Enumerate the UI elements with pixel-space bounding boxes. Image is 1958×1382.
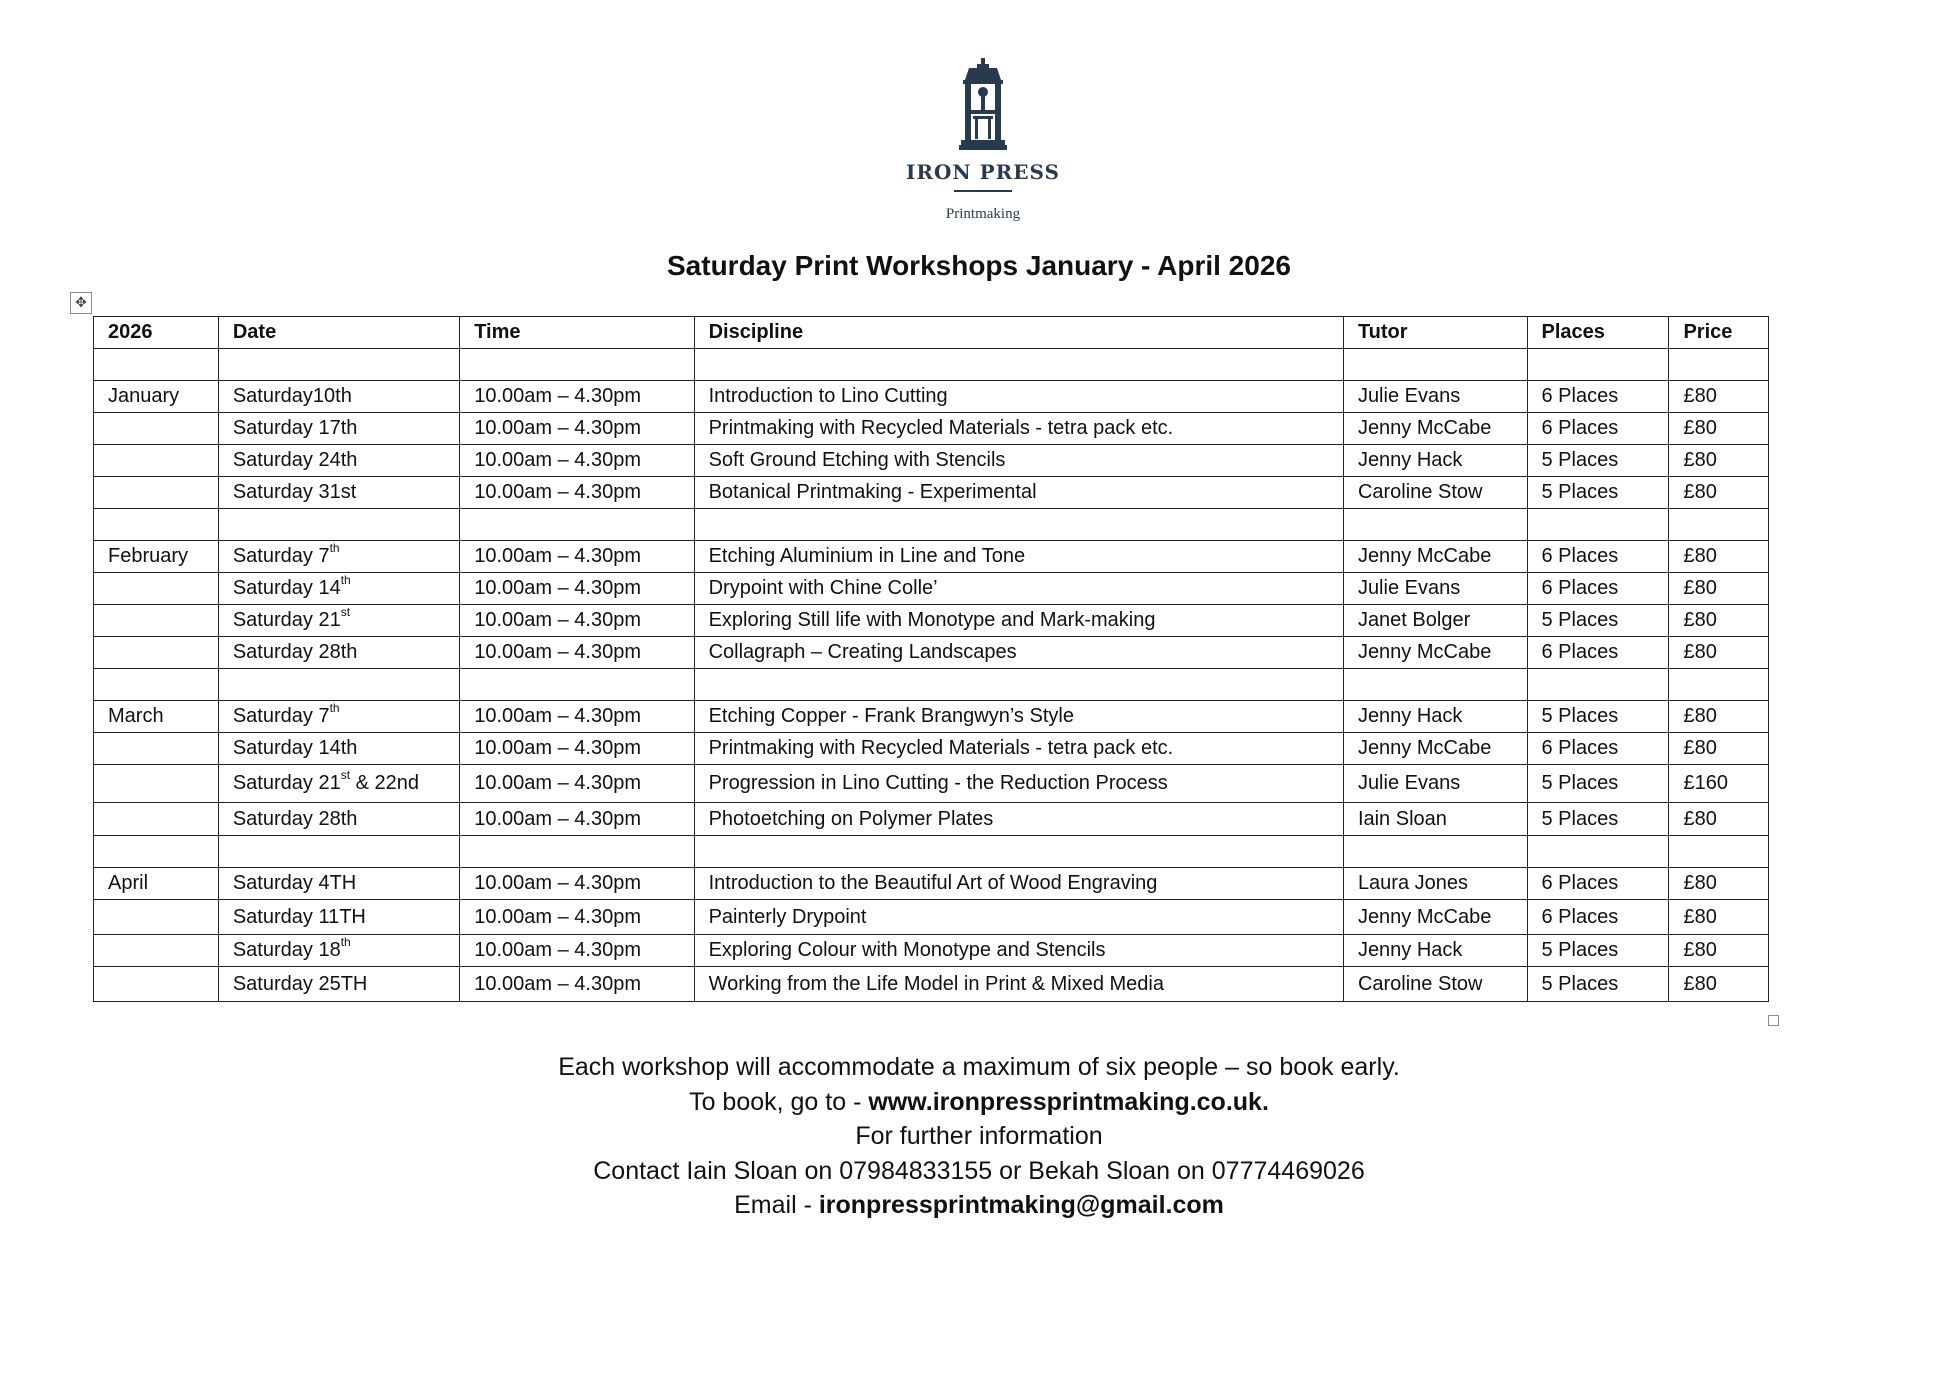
- cell-time: 10.00am – 4.30pm: [460, 477, 694, 509]
- cell-time: 10.00am – 4.30pm: [460, 967, 694, 1002]
- table-row: [94, 413, 1769, 445]
- cell-discipline: Exploring Colour with Monotype and Stencils: [694, 935, 1343, 967]
- cell-discipline: Exploring Still life with Monotype and Mark-making: [694, 605, 1343, 637]
- empty-cell: [1527, 836, 1669, 868]
- cell-date: [218, 935, 459, 967]
- cell-discipline: Printmaking with Recycled Materials - tetra pack etc.: [694, 733, 1343, 765]
- empty-cell: [218, 509, 459, 541]
- cell-time: 10.00am – 4.30pm: [460, 803, 694, 836]
- cell-month: [94, 900, 219, 935]
- cell-tutor: Julie Evans: [1343, 765, 1527, 803]
- cell-time: 10.00am – 4.30pm: [460, 935, 694, 967]
- cell-month: [94, 445, 219, 477]
- cell-time: 10.00am – 4.30pm: [460, 445, 694, 477]
- cell-time: 10.00am – 4.30pm: [460, 573, 694, 605]
- date-text: Saturday 21: [232, 772, 341, 794]
- date-text: Saturday 7: [232, 545, 330, 567]
- cell-time: 10.00am – 4.30pm: [460, 413, 694, 445]
- cell-tutor: Laura Jones: [1343, 868, 1527, 900]
- cell-tutor: Jenny McCabe: [1343, 413, 1527, 445]
- date-text: Saturday 21: [232, 609, 341, 631]
- cell-month: [94, 935, 219, 967]
- workshop-table: [93, 316, 1769, 1002]
- cell-price: £80: [1669, 967, 1769, 1002]
- cell-date: [218, 541, 459, 573]
- empty-cell: [1527, 349, 1669, 381]
- cell-month: [94, 765, 219, 803]
- spacer-row: [94, 836, 1769, 868]
- cell-tutor: Jenny McCabe: [1343, 733, 1527, 765]
- empty-cell: [94, 836, 219, 868]
- cell-time: 10.00am – 4.30pm: [460, 733, 694, 765]
- cell-places: 5 Places: [1527, 765, 1669, 803]
- col-header-price: Price: [1669, 317, 1769, 349]
- cell-price: £160: [1669, 765, 1769, 803]
- cell-price: £80: [1669, 605, 1769, 637]
- cell-places: 5 Places: [1527, 701, 1669, 733]
- table-row: [94, 803, 1769, 836]
- spacer-row: [94, 509, 1769, 541]
- email-link[interactable]: ironpressprintmaking@gmail.com: [818, 1191, 1224, 1219]
- cell-date: Saturday 4TH: [218, 868, 459, 900]
- page-title: Saturday Print Workshops January - April 2026: [667, 250, 1291, 281]
- cell-date: Saturday 17th: [218, 413, 459, 445]
- empty-cell: [218, 836, 459, 868]
- empty-cell: [460, 509, 694, 541]
- cell-time: 10.00am – 4.30pm: [460, 381, 694, 413]
- date-tail: & 22nd: [350, 772, 419, 794]
- date-ordinal-suffix: st: [340, 605, 351, 620]
- empty-cell: [94, 349, 219, 381]
- cell-price: £80: [1669, 381, 1769, 413]
- cell-price: £80: [1669, 701, 1769, 733]
- col-header-places: Places: [1527, 317, 1669, 349]
- cell-discipline: Botanical Printmaking - Experimental: [694, 477, 1343, 509]
- cell-tutor: Caroline Stow: [1343, 477, 1527, 509]
- cell-date: Saturday 24th: [218, 445, 459, 477]
- table-row: [94, 381, 1769, 413]
- cell-tutor: Caroline Stow: [1343, 967, 1527, 1002]
- empty-cell: [1527, 669, 1669, 701]
- empty-cell: [694, 509, 1343, 541]
- col-header-time: Time: [460, 317, 694, 349]
- booking-prefix: To book, go to -: [689, 1087, 869, 1116]
- cell-discipline: Collagraph – Creating Landscapes: [694, 637, 1343, 669]
- date-text: Saturday 14: [232, 577, 341, 599]
- cell-date: Saturday 14th: [218, 733, 459, 765]
- cell-month: [94, 605, 219, 637]
- cell-month: March: [94, 701, 219, 733]
- cell-date: [218, 605, 459, 637]
- table-row: [94, 445, 1769, 477]
- cell-month: [94, 967, 219, 1002]
- empty-cell: [1343, 836, 1527, 868]
- table-row: [94, 900, 1769, 935]
- table-row: [94, 701, 1769, 733]
- empty-cell: [460, 669, 694, 701]
- cell-places: 5 Places: [1527, 477, 1669, 509]
- cell-discipline: Progression in Lino Cutting - the Reduction Process: [694, 765, 1343, 803]
- empty-cell: [694, 669, 1343, 701]
- cell-time: 10.00am – 4.30pm: [460, 765, 694, 803]
- empty-cell: [94, 509, 219, 541]
- email-prefix: Email -: [734, 1191, 819, 1219]
- cell-discipline: Printmaking with Recycled Materials - tetra pack etc.: [694, 413, 1343, 445]
- empty-cell: [94, 669, 219, 701]
- cell-time: 10.00am – 4.30pm: [460, 701, 694, 733]
- cell-month: [94, 413, 219, 445]
- table-row: [94, 967, 1769, 1002]
- cell-tutor: Janet Bolger: [1343, 605, 1527, 637]
- cell-tutor: Jenny McCabe: [1343, 541, 1527, 573]
- cell-places: 6 Places: [1527, 900, 1669, 935]
- col-header-date: Date: [218, 317, 459, 349]
- cell-places: 6 Places: [1527, 637, 1669, 669]
- cell-price: £80: [1669, 637, 1769, 669]
- cell-time: 10.00am – 4.30pm: [460, 637, 694, 669]
- cell-discipline: Etching Aluminium in Line and Tone: [694, 541, 1343, 573]
- cell-tutor: Jenny Hack: [1343, 445, 1527, 477]
- cell-month: [94, 637, 219, 669]
- date-ordinal-suffix: st: [340, 768, 351, 783]
- cell-date: [218, 701, 459, 733]
- cell-price: £80: [1669, 445, 1769, 477]
- col-header-tutor: Tutor: [1343, 317, 1527, 349]
- table-row: [94, 541, 1769, 573]
- cell-places: 6 Places: [1527, 733, 1669, 765]
- empty-cell: [1669, 349, 1769, 381]
- cell-month: [94, 803, 219, 836]
- cell-month: April: [94, 868, 219, 900]
- resize-handle-icon[interactable]: [1768, 1015, 1779, 1026]
- col-header-year: 2026: [94, 317, 219, 349]
- cell-date: Saturday 28th: [218, 637, 459, 669]
- empty-cell: [1343, 669, 1527, 701]
- footer: [0, 1050, 1958, 1223]
- cell-tutor: Julie Evans: [1343, 573, 1527, 605]
- empty-cell: [460, 836, 694, 868]
- cell-discipline: Soft Ground Etching with Stencils: [694, 445, 1343, 477]
- date-text: Saturday 7: [232, 705, 330, 727]
- cell-places: 6 Places: [1527, 573, 1669, 605]
- cell-tutor: Jenny McCabe: [1343, 900, 1527, 935]
- cell-tutor: Jenny McCabe: [1343, 637, 1527, 669]
- cell-discipline: Photoetching on Polymer Plates: [694, 803, 1343, 836]
- footer-email-line: [0, 1188, 1958, 1223]
- cell-date: [218, 573, 459, 605]
- brand-divider: [954, 190, 1012, 192]
- footer-capacity-note: Each workshop will accommodate a maximum of six people – so book early.: [558, 1053, 1400, 1081]
- empty-cell: [1669, 836, 1769, 868]
- cell-price: £80: [1669, 477, 1769, 509]
- table-row: [94, 765, 1769, 803]
- table-row: [94, 477, 1769, 509]
- empty-cell: [218, 669, 459, 701]
- cell-discipline: Introduction to Lino Cutting: [694, 381, 1343, 413]
- empty-cell: [1343, 349, 1527, 381]
- table-row: [94, 935, 1769, 967]
- empty-cell: [694, 836, 1343, 868]
- cell-price: £80: [1669, 900, 1769, 935]
- cell-discipline: Painterly Drypoint: [694, 900, 1343, 935]
- cell-date: Saturday 25TH: [218, 967, 459, 1002]
- empty-cell: [1343, 509, 1527, 541]
- cell-price: £80: [1669, 733, 1769, 765]
- cell-date: Saturday 11TH: [218, 900, 459, 935]
- cell-places: 5 Places: [1527, 803, 1669, 836]
- table-row: [94, 573, 1769, 605]
- cell-date: Saturday 28th: [218, 803, 459, 836]
- empty-cell: [1669, 669, 1769, 701]
- cell-places: 5 Places: [1527, 445, 1669, 477]
- cell-price: £80: [1669, 413, 1769, 445]
- cell-tutor: Jenny Hack: [1343, 701, 1527, 733]
- cell-tutor: Julie Evans: [1343, 381, 1527, 413]
- cell-places: 6 Places: [1527, 413, 1669, 445]
- logo: [878, 58, 1088, 223]
- brand-subtitle: Printmaking: [945, 206, 1021, 222]
- table-row: [94, 605, 1769, 637]
- cell-price: £80: [1669, 541, 1769, 573]
- spacer-row: [94, 669, 1769, 701]
- cell-places: 6 Places: [1527, 868, 1669, 900]
- footer-booking-line: [0, 1085, 1958, 1120]
- cell-month: [94, 573, 219, 605]
- cell-tutor: Iain Sloan: [1343, 803, 1527, 836]
- header-row: [94, 317, 1769, 349]
- cell-discipline: Working from the Life Model in Print & Mixed Media: [694, 967, 1343, 1002]
- cell-places: 5 Places: [1527, 605, 1669, 637]
- date-ordinal-suffix: th: [329, 701, 340, 716]
- date-ordinal-suffix: th: [340, 935, 351, 950]
- cell-places: 5 Places: [1527, 967, 1669, 1002]
- cell-month: February: [94, 541, 219, 573]
- cell-date: [218, 765, 459, 803]
- cell-places: 6 Places: [1527, 541, 1669, 573]
- cell-places: 6 Places: [1527, 381, 1669, 413]
- cell-date: Saturday10th: [218, 381, 459, 413]
- cell-discipline: Drypoint with Chine Colle’: [694, 573, 1343, 605]
- empty-cell: [218, 349, 459, 381]
- cell-discipline: Etching Copper - Frank Brangwyn’s Style: [694, 701, 1343, 733]
- cell-month: [94, 477, 219, 509]
- col-header-discipline: Discipline: [694, 317, 1343, 349]
- booking-website-link[interactable]: www.ironpressprintmaking.co.uk.: [868, 1087, 1269, 1116]
- date-ordinal-suffix: th: [340, 573, 351, 588]
- cell-time: 10.00am – 4.30pm: [460, 541, 694, 573]
- table-row: [94, 637, 1769, 669]
- cell-tutor: Jenny Hack: [1343, 935, 1527, 967]
- brand-name: IRON PRESS: [906, 160, 1060, 184]
- empty-cell: [460, 349, 694, 381]
- date-text: Saturday 18: [232, 939, 341, 961]
- spacer-row: [94, 349, 1769, 381]
- cell-month: January: [94, 381, 219, 413]
- printing-press-icon: [959, 58, 1007, 150]
- cell-discipline: Introduction to the Beautiful Art of Wood Engraving: [694, 868, 1343, 900]
- date-ordinal-suffix: th: [329, 541, 340, 556]
- cell-price: £80: [1669, 935, 1769, 967]
- table-row: [94, 868, 1769, 900]
- move-arrows-icon[interactable]: ✥: [70, 292, 92, 314]
- cell-date: Saturday 31st: [218, 477, 459, 509]
- cell-month: [94, 733, 219, 765]
- empty-cell: [1669, 509, 1769, 541]
- cell-time: 10.00am – 4.30pm: [460, 605, 694, 637]
- cell-places: 5 Places: [1527, 935, 1669, 967]
- cell-price: £80: [1669, 573, 1769, 605]
- cell-price: £80: [1669, 803, 1769, 836]
- table-row: [94, 733, 1769, 765]
- cell-time: 10.00am – 4.30pm: [460, 900, 694, 935]
- footer-info-heading: For further information: [855, 1122, 1103, 1150]
- cell-price: £80: [1669, 868, 1769, 900]
- footer-contact-line: Contact Iain Sloan on 07984833155 or Bekah Sloan on 07774469026: [593, 1156, 1365, 1185]
- cell-time: 10.00am – 4.30pm: [460, 868, 694, 900]
- empty-cell: [1527, 509, 1669, 541]
- empty-cell: [694, 349, 1343, 381]
